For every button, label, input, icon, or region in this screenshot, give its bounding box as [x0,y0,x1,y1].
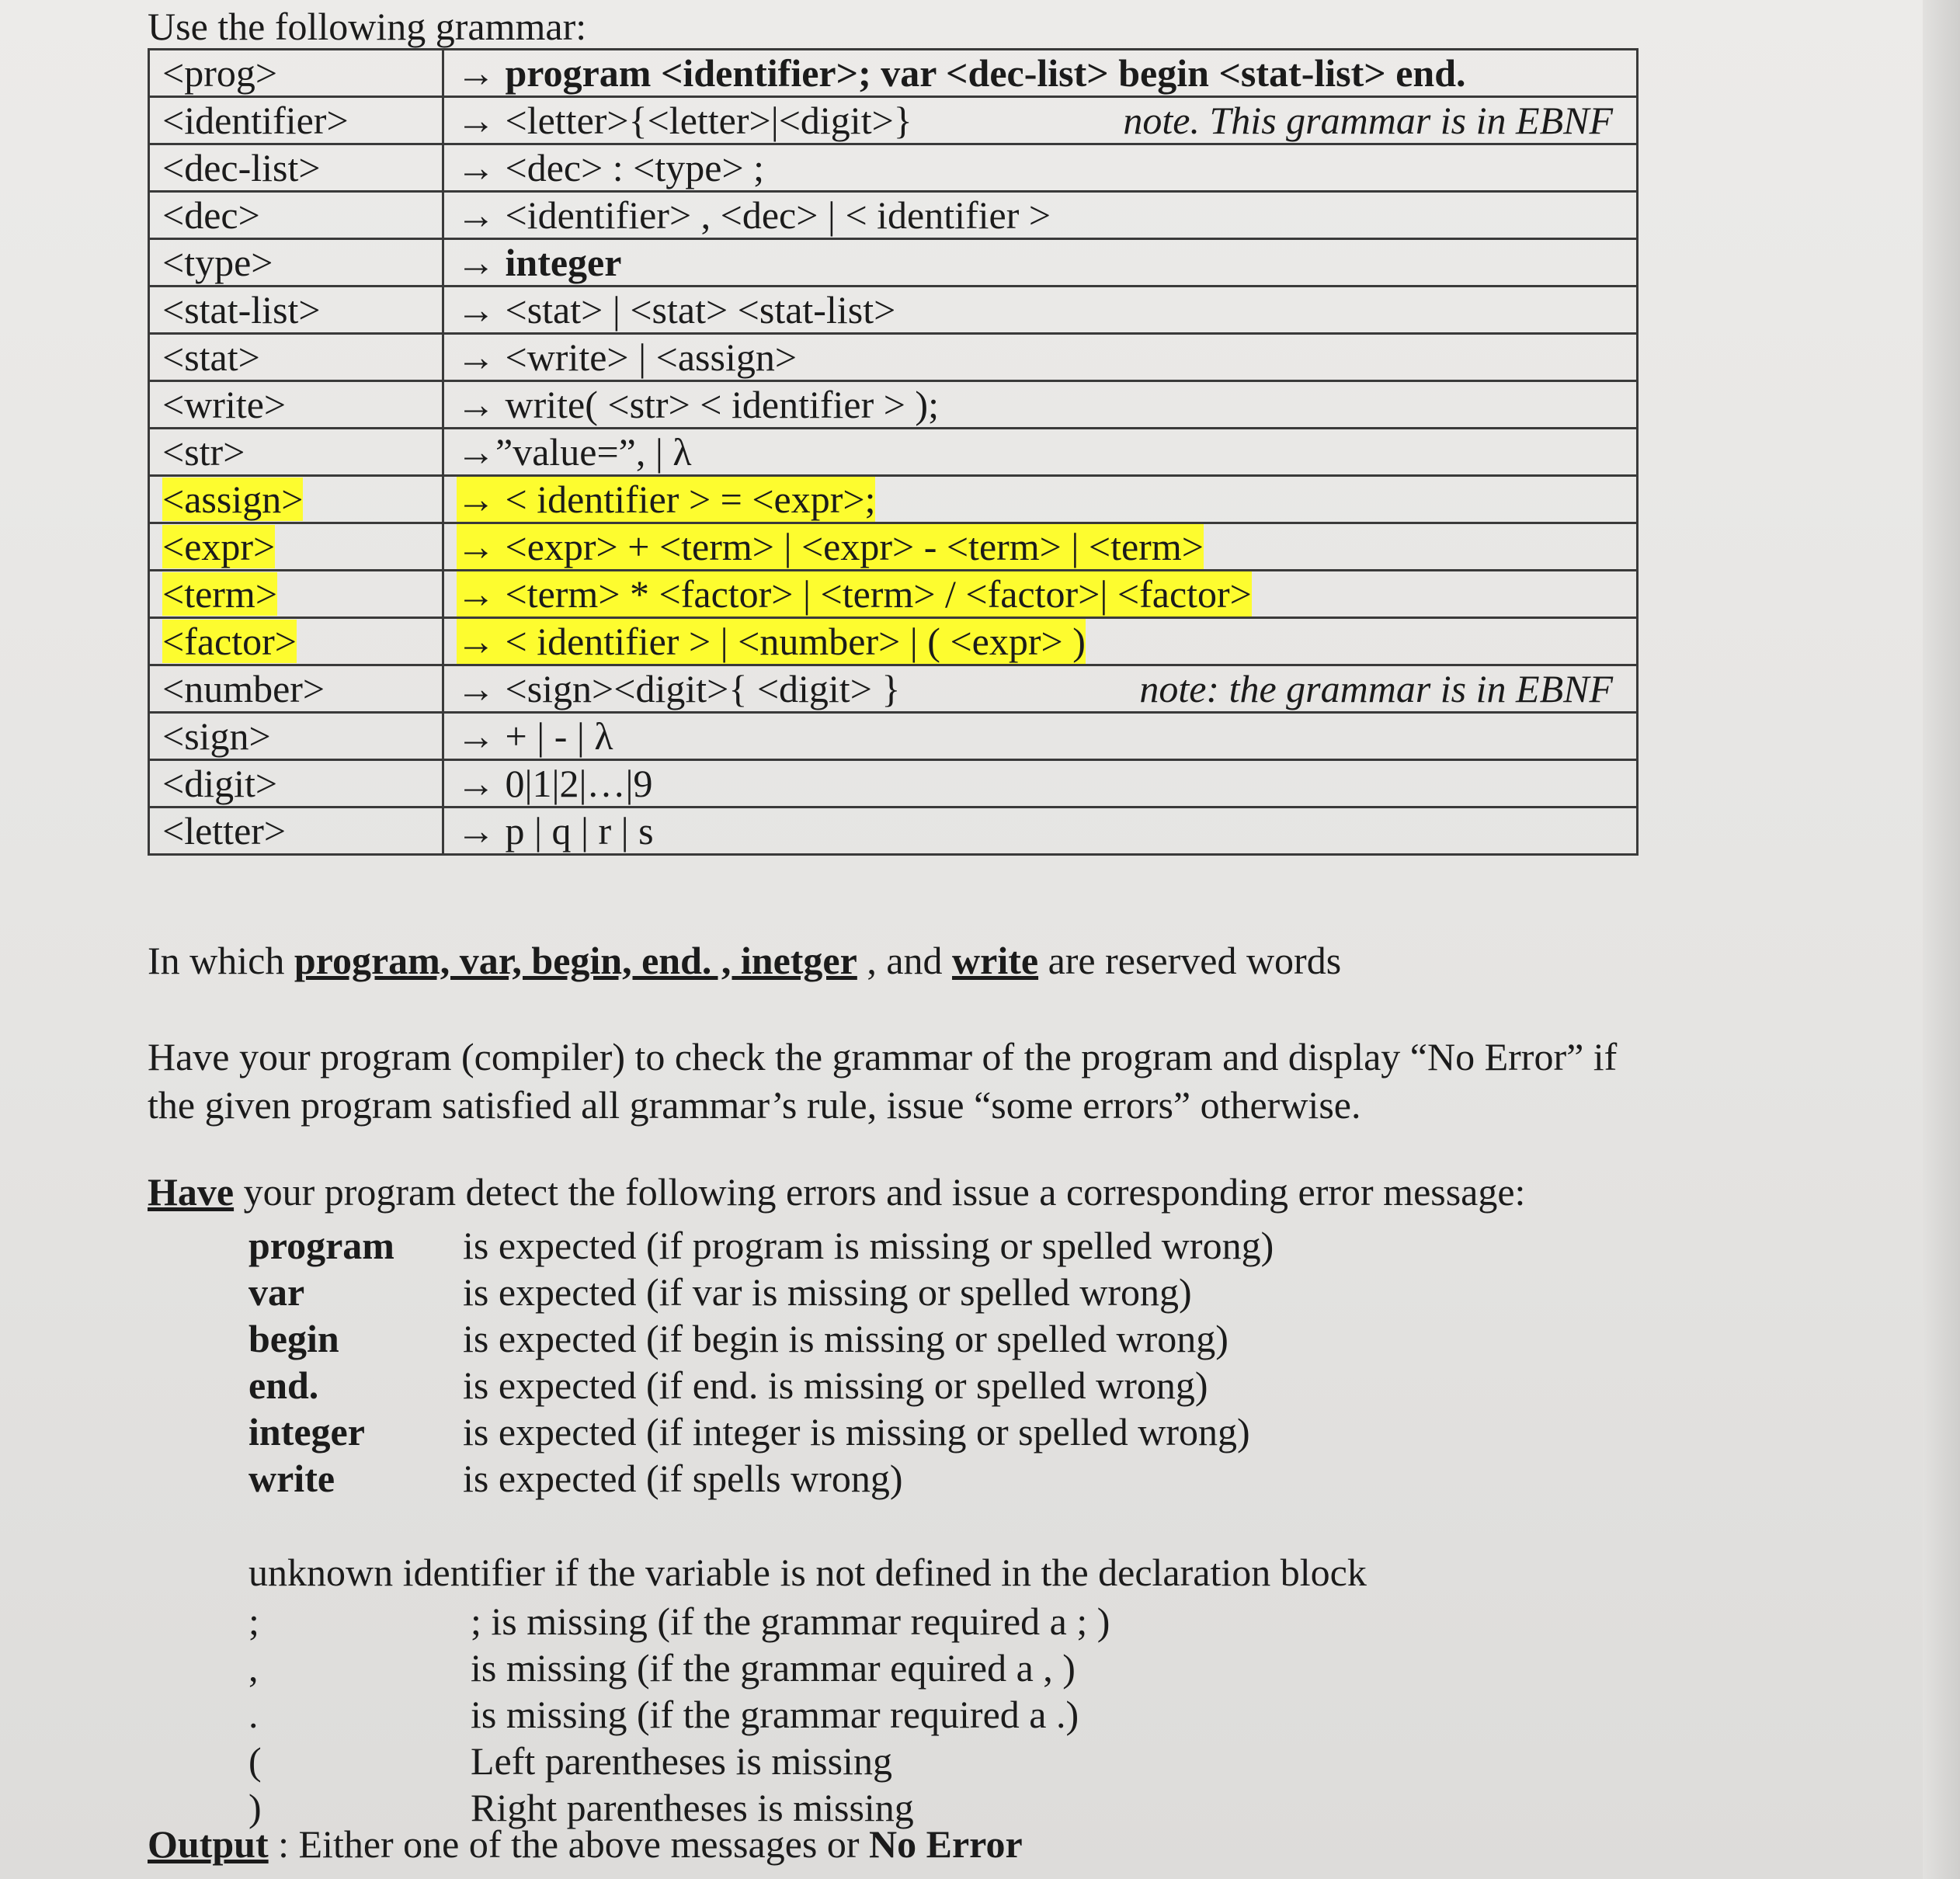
intro-text: Use the following grammar: [148,5,587,48]
error-keyword: integer [248,1410,365,1454]
grammar-rhs: → <sign><digit>{ <digit> } [457,667,901,710]
grammar-row [149,429,1638,476]
detect-lead: Have [148,1170,235,1214]
grammar-row [149,571,1638,618]
grammar-row [149,523,1638,571]
grammar-lhs-cell [149,50,443,97]
grammar-rhs-cell [443,618,1638,665]
error-row [248,1315,1491,1362]
grammar-row [149,476,1638,523]
grammar-rhs-cell [443,381,1638,429]
grammar-rhs-cell [443,665,1638,713]
reserved-prefix: In which [148,939,294,982]
symbol-row [248,1738,1491,1784]
grammar-rhs: → <dec> : <type> ; [457,146,765,189]
grammar-rhs-cell [443,144,1638,192]
grammar-row [149,665,1638,713]
grammar-lhs: <stat> [162,335,260,379]
grammar-rhs: → 0|1|2|…|9 [457,762,653,805]
error-message: is expected (if spells wrong) [463,1457,903,1500]
grammar-row [149,239,1638,287]
grammar-rhs-cell [443,476,1638,523]
grammar-rhs: → integer [457,241,622,284]
detect-rest: your program detect the following errors and issue a corresponding error message: [234,1170,1526,1214]
error-row [248,1455,1491,1502]
grammar-row [149,287,1638,334]
symbol-key: ( [248,1739,262,1783]
reserved-mid: , and [857,939,953,982]
grammar-rhs-cell [443,192,1638,239]
grammar-lhs: <write> [162,383,287,426]
symbol-row [248,1598,1491,1645]
error-keyword: var [248,1270,305,1314]
grammar-lhs: <dec> [162,193,260,237]
grammar-rhs-cell [443,523,1638,571]
reserved-suffix: are reserved words [1038,939,1342,982]
grammar-lhs-cell [149,192,443,239]
grammar-rhs-cell [443,50,1638,97]
grammar-rhs: → <identifier> , <dec> | < identifier > [457,193,1051,237]
grammar-rhs-cell [443,429,1638,476]
grammar-lhs-cell [149,287,443,334]
grammar-lhs-cell [149,760,443,808]
grammar-row [149,50,1638,97]
grammar-lhs: <number> [162,667,325,710]
output-final: No Error [869,1822,1023,1866]
grammar-rhs-cell [443,287,1638,334]
grammar-rhs: → < identifier > | <number> | ( <expr> ) [457,620,1086,663]
grammar-lhs: <factor> [162,620,297,663]
grammar-rhs: → < identifier > = <expr>; [457,478,876,521]
detect-heading [148,1169,1525,1214]
grammar-note: note: the grammar is in EBNF [1139,667,1613,710]
symbol-message: Right parentheses is missing [471,1786,914,1829]
output-text: : Either one of the above messages or [268,1822,869,1866]
grammar-rhs: →”value=”, | λ [457,430,692,474]
reserved-words: program, var, begin, end. , inetger [294,939,857,982]
grammar-rhs: → <write> | <assign> [457,335,798,379]
grammar-lhs-cell [149,523,443,571]
grammar-lhs-cell [149,429,443,476]
page-edge-shadow [1923,0,1960,1879]
symbol-message: is missing (if the grammar required a .) [471,1693,1079,1736]
error-row [248,1362,1491,1408]
grammar-row [149,97,1638,144]
grammar-row [149,713,1638,760]
grammar-lhs: <letter> [162,809,287,853]
grammar-rhs-cell [443,239,1638,287]
error-message: is expected (if begin is missing or spelled wrong) [463,1317,1228,1360]
grammar-lhs: <identifier> [162,99,349,142]
grammar-row [149,192,1638,239]
grammar-lhs: <str> [162,430,245,474]
grammar-lhs-cell [149,808,443,855]
grammar-lhs: <prog> [162,51,278,95]
error-message: is expected (if program is missing or spelled wrong) [463,1224,1274,1267]
grammar-lhs-cell [149,144,443,192]
instructions-paragraph: Have your program (compiler) to check the grammar of the program and display “No Error” if the given program satisfied all grammar’s rule, issue “some errors” otherwise. [148,1035,1618,1127]
grammar-lhs-cell [149,239,443,287]
grammar-lhs-cell [149,97,443,144]
output-label: Output [148,1822,269,1866]
grammar-lhs: <dec-list> [162,146,321,189]
grammar-rhs: → <stat> | <stat> <stat-list> [457,288,896,332]
symbol-key: ; [248,1599,259,1643]
error-keyword: write [248,1457,335,1500]
grammar-rhs-cell [443,97,1638,144]
grammar-rhs: → p | q | r | s [457,809,654,853]
grammar-lhs: <expr> [162,525,276,568]
grammar-rhs: → <expr> + <term> | <expr> - <term> | <term> [457,525,1204,568]
grammar-lhs: <stat-list> [162,288,321,332]
grammar-rhs-cell [443,334,1638,381]
grammar-table [148,48,1639,856]
grammar-lhs-cell [149,665,443,713]
error-row [248,1269,1491,1315]
grammar-lhs-cell [149,334,443,381]
symbol-key: . [248,1693,259,1736]
grammar-lhs-cell [149,618,443,665]
grammar-lhs: <sign> [162,714,271,758]
grammar-lhs: <digit> [162,762,278,805]
grammar-row [149,381,1638,429]
symbol-row [248,1691,1491,1738]
error-keyword: begin [248,1317,339,1360]
grammar-rhs-cell [443,571,1638,618]
grammar-rhs: → program <identifier>; var <dec-list> begin <stat-list> end. [457,51,1466,95]
grammar-lhs-cell [149,476,443,523]
error-message: is expected (if end. is missing or spelled wrong) [463,1363,1208,1407]
reserved-words-line [148,938,1341,983]
grammar-note: note. This grammar is in EBNF [1123,99,1613,142]
symbol-key: ) [248,1786,262,1829]
unknown-identifier-text: unknown identifier if the variable is not defined in the declaration block [248,1551,1367,1594]
grammar-row [149,760,1638,808]
grammar-rhs: → <term> * <factor> | <term> / <factor>| <factor> [457,572,1252,616]
grammar-rhs: → write( <str> < identifier > ); [457,383,939,426]
grammar-rhs: → + | - | λ [457,714,613,758]
error-keyword: end. [248,1363,319,1407]
grammar-lhs-cell [149,713,443,760]
symbol-key: , [248,1646,259,1690]
error-keyword: program [248,1224,394,1267]
symbol-message: Left parentheses is missing [471,1739,892,1783]
grammar-row [149,808,1638,855]
grammar-rhs-cell [443,808,1638,855]
symbol-row [248,1645,1491,1691]
grammar-lhs: <assign> [162,478,304,521]
grammar-lhs-cell [149,381,443,429]
symbol-message: ; is missing (if the grammar required a ; ) [471,1599,1110,1643]
grammar-lhs: <term> [162,572,278,616]
grammar-row [149,334,1638,381]
grammar-lhs: <type> [162,241,273,284]
reserved-last-word: write [952,939,1039,982]
output-line [148,1822,1023,1867]
grammar-rhs-cell [443,713,1638,760]
error-message: is expected (if integer is missing or spelled wrong) [463,1410,1250,1454]
error-message: is expected (if var is missing or spelled wrong) [463,1270,1192,1314]
grammar-row [149,144,1638,192]
symbol-message: is missing (if the grammar equired a , ) [471,1646,1076,1690]
error-row [248,1408,1491,1455]
grammar-lhs-cell [149,571,443,618]
grammar-rhs-cell [443,760,1638,808]
grammar-row [149,618,1638,665]
grammar-rhs: → <letter>{<letter>|<digit>} [457,99,912,142]
error-row [248,1222,1491,1269]
